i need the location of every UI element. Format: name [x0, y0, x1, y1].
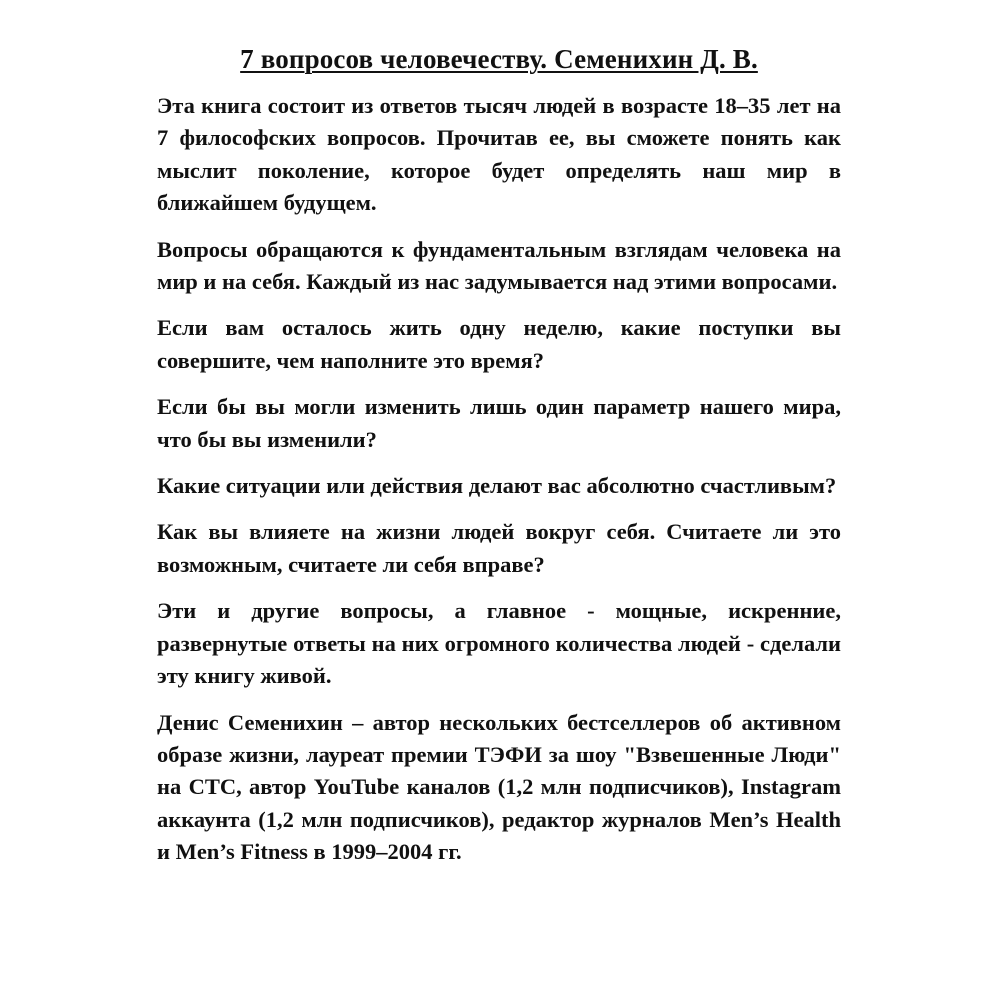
paragraph-other-questions: Эти и другие вопросы, а главное - мощные, искренние, развернутые ответы на них огромного количества людей - сделали эту книгу живой.: [157, 598, 841, 689]
paragraph-questions-overview: Вопросы обращаются к фундаментальным взглядам человека на мир и на себя. Каждый из нас задумывается над этими вопросами.: [157, 236, 841, 295]
book-description-page: [157, 42, 841, 883]
paragraph-question-change-world: Если бы вы могли изменить лишь один параметр нашего мира, что бы вы изменили?: [157, 394, 841, 452]
paragraph-question-happiness: Какие ситуации или действия делают вас абсолютно счастливым?: [157, 473, 837, 499]
paragraph-question-influence: Как вы влияете на жизни людей вокруг себя. Считаете ли это возможным, считаете ли себя вправе?: [157, 519, 841, 577]
paragraph-question-one-week: Если вам осталось жить одну неделю, какие поступки вы совершите, чем наполните это время?: [157, 315, 841, 373]
book-title: 7 вопросов человечеству. Семенихин Д. В.: [240, 44, 758, 74]
paragraph-author-bio: Денис Семенихин – автор нескольких бестселлеров об активном образе жизни, лауреат премии ТЭФИ за шоу "Взвешенные Люди" на СТС, автор YouTube каналов (1,2 млн подписчиков), Instagram аккаунта (1,2 млн подписчиков), редактор журналов Men’s Health и Men’s Fitness в 1999–2004 гг.: [157, 709, 841, 865]
paragraph-intro: Эта книга состоит из ответов тысяч людей в возрасте 18–35 лет на 7 философских вопросов. Прочитав ее, вы сможете понять как мыслит поколение, которое будет определять наш мир в ближайшем будущем.: [157, 93, 841, 216]
